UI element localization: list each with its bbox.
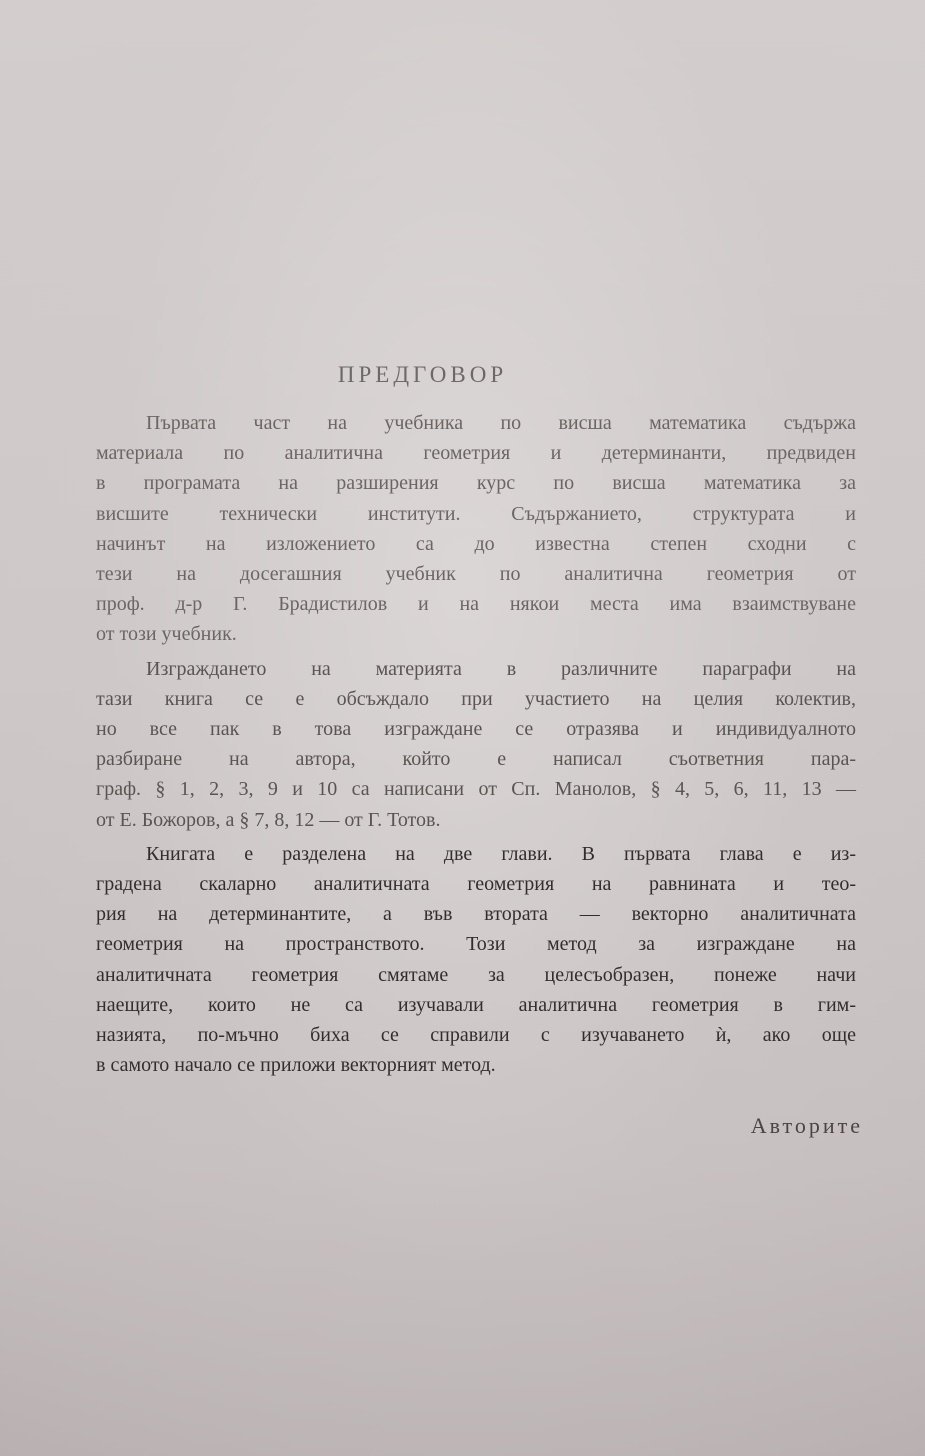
text-line: аналитичната геометрия смятаме за целесъобразен, понеже начи	[96, 963, 856, 986]
page-title: ПРЕДГОВОР	[337, 362, 508, 387]
text-line: от този учебник.	[96, 623, 237, 646]
text-line: в програмата на разширения курс по висша математика за	[96, 472, 856, 495]
text-line: рия на детерминантите, а във втората — векторно аналитичната	[96, 903, 856, 926]
text-line: тези на досегашния учебник по аналитична геометрия от	[96, 563, 856, 586]
text-line: назията, по-мъчно биха се справили с изучаването ѝ, ако още	[96, 1024, 856, 1047]
text-line: Първата част на учебника по висша математика съдържа	[146, 412, 856, 434]
text-line: но все пак в това изграждане се отразява и индивидуалното	[96, 718, 856, 741]
text-line: граф. § 1, 2, 3, 9 и 10 са написани от Сп. Манолов, § 4, 5, 6, 11, 13 —	[96, 778, 856, 801]
paragraph-3	[96, 839, 856, 1081]
text-line: геометрия на пространството. Този метод за изграждане на	[96, 933, 856, 956]
text-line: градена скаларно аналитичната геометрия на равнината и тео-	[96, 873, 856, 896]
text-line: от Е. Божоров, а § 7, 8, 12 — от Г. Тотов.	[96, 808, 441, 831]
paragraph-1	[96, 408, 856, 650]
text-line: тази книга се е обсъждало при участието на целия колектив,	[96, 687, 856, 710]
text-line: Книгата е разделена на две глави. В първата глава е из-	[146, 842, 856, 865]
text-line: в самото начало се приложи векторният метод.	[96, 1054, 496, 1077]
text-line: висшите технически институти. Съдържанието, структурата и	[96, 502, 856, 525]
text-line: наещите, които не са изучавали аналитична геометрия в гим-	[96, 993, 856, 1016]
paragraph-2	[96, 654, 856, 835]
text-line: материала по аналитична геометрия и детерминанти, предвиден	[96, 442, 856, 465]
text-line: Изграждането на материята в различните параграфи на	[146, 657, 856, 680]
text-line: начинът на изложението са до известна степен сходни с	[96, 532, 856, 555]
text-line: разбиране на автора, който е написал съответния пара-	[96, 748, 856, 771]
signature: Авторите	[750, 1113, 863, 1138]
text-line: проф. д-р Г. Брадистилов и на някои места има взаимствуване	[96, 593, 856, 616]
preface-text	[96, 408, 856, 1084]
